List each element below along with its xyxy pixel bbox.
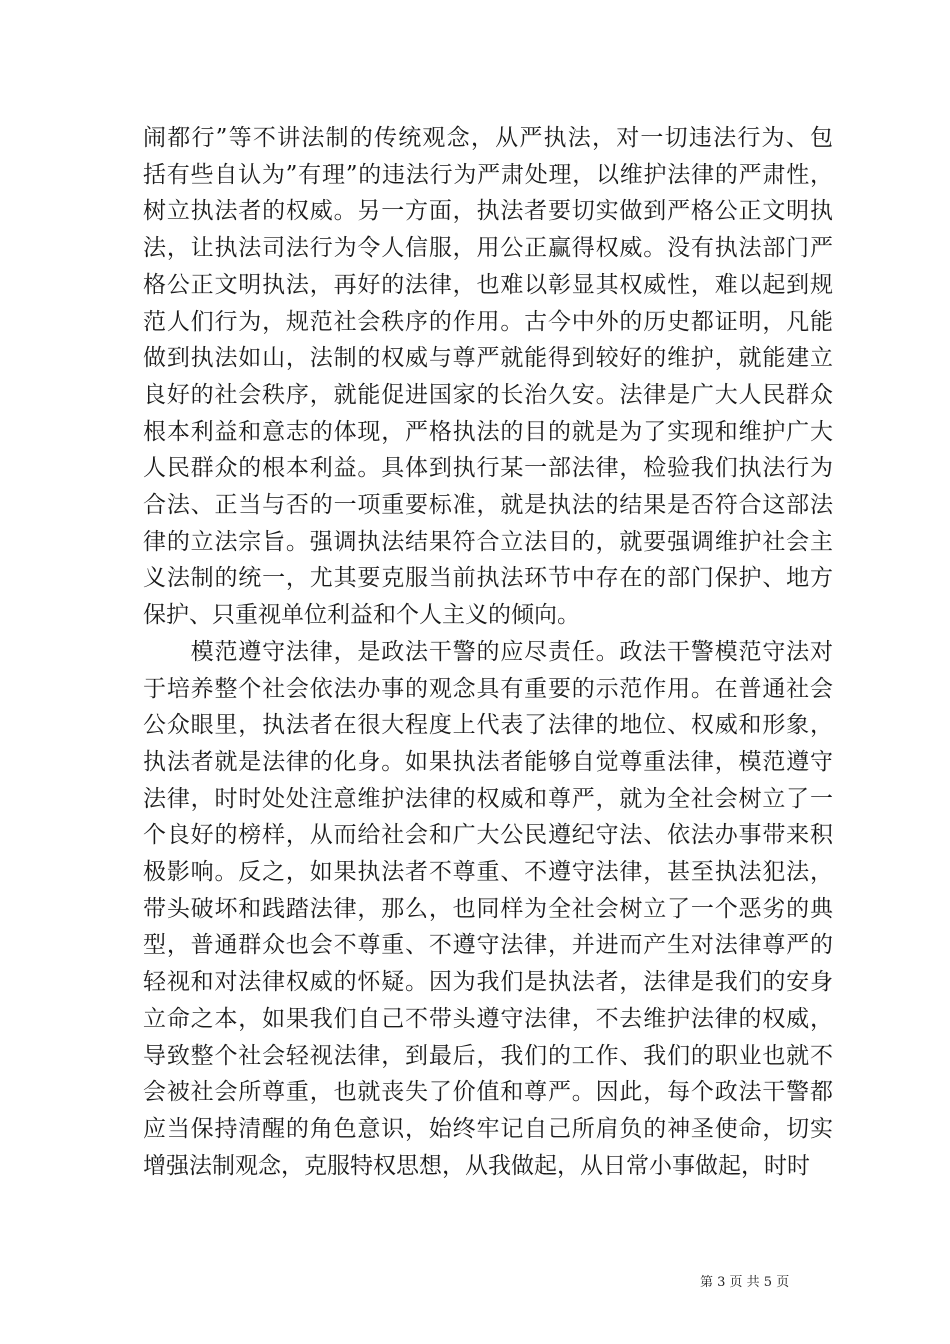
paragraph-2 [143, 634, 833, 1185]
text-line: 公众眼里，执法者在很大程度上代表了法律的地位、权威和形象， [143, 712, 833, 739]
text-line: 会被社会所尊重，也就丧失了价值和尊严。因此，每个政法干警都 [143, 1079, 833, 1106]
text-line: 闹都行”等不讲法制的传统观念，从严执法，对一切违法行为、包 [143, 125, 833, 151]
text-line: 合法、正当与否的一项重要标准，就是执法的结果是否符合这部法 [143, 492, 833, 519]
text-line: 型，普通群众也会不尊重、不遵守法律，并进而产生对法律尊严的 [143, 932, 833, 959]
text-line: 导致整个社会轻视法律，到最后，我们的工作、我们的职业也就不 [143, 1042, 833, 1069]
text-line: 义法制的统一，尤其要克服当前执法环节中存在的部门保护、地方 [143, 565, 833, 592]
text-line: 人民群众的根本利益。具体到执行某一部法律，检验我们执法行为 [143, 455, 833, 482]
text-line: 法律，时时处处注意维护法律的权威和尊严，就为全社会树立了一 [143, 785, 833, 812]
text-line: 轻视和对法律权威的怀疑。因为我们是执法者，法律是我们的安身 [143, 969, 833, 996]
text-line: 根本利益和意志的体现，严格执法的目的就是为了实现和维护广大 [143, 418, 833, 445]
text-line: 增强法制观念，克服特权思想，从我做起，从日常小事做起，时时 [143, 1152, 810, 1179]
text-line: 模范遵守法律，是政法干警的应尽责任。政法干警模范守法对 [143, 638, 833, 665]
text-line: 法，让执法司法行为令人信服，用公正赢得权威。没有执法部门严 [143, 235, 833, 262]
text-line: 格公正文明执法，再好的法律，也难以彰显其权威性，难以起到规 [143, 271, 833, 298]
text-line: 执法者就是法律的化身。如果执法者能够自觉尊重法律，模范遵守 [143, 748, 833, 775]
text-line: 保护、只重视单位利益和个人主义的倾向。 [143, 602, 580, 629]
text-line: 律的立法宗旨。强调执法结果符合立法目的，就要强调维护社会主 [143, 528, 833, 555]
text-line: 于培养整个社会依法办事的观念具有重要的示范作用。在普通社会 [143, 675, 833, 702]
text-line: 做到执法如山，法制的权威与尊严就能得到较好的维护，就能建立 [143, 345, 833, 372]
text-line: 良好的社会秩序，就能促进国家的长治久安。法律是广大人民群众 [143, 381, 833, 408]
paragraph-1 [143, 120, 833, 634]
text-line: 立命之本，如果我们自己不带头遵守法律，不去维护法律的权威， [143, 1005, 833, 1032]
document-body [143, 120, 833, 1184]
text-line: 极影响。反之，如果执法者不尊重、不遵守法律，甚至执法犯法， [143, 859, 833, 886]
text-line: 括有些自认为”有理”的违法行为严肃处理，以维护法律的严肃性， [143, 161, 833, 188]
text-line: 应当保持清醒的角色意识，始终牢记自己所肩负的神圣使命，切实 [143, 1115, 833, 1142]
text-line: 范人们行为，规范社会秩序的作用。古今中外的历史都证明，凡能 [143, 308, 833, 335]
page-number: 第 3 页 共 5 页 [700, 1275, 790, 1290]
text-line: 个良好的榜样，从而给社会和广大公民遵纪守法、依法办事带来积 [143, 822, 833, 849]
text-line: 树立执法者的权威。另一方面，执法者要切实做到严格公正文明执 [143, 198, 833, 225]
text-line: 带头破坏和践踏法律，那么，也同样为全社会树立了一个恶劣的典 [143, 895, 833, 922]
